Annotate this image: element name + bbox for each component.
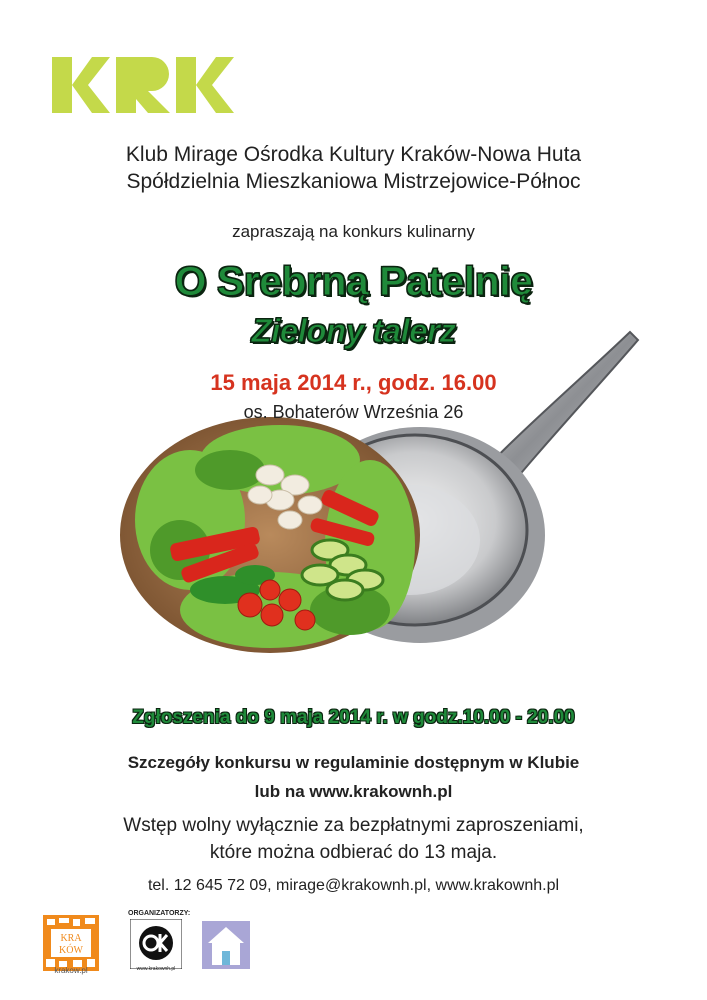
krakow-city-logo bbox=[43, 912, 99, 974]
details-line-1: Szczegóły konkursu w regulaminie dostępnym w Klubie bbox=[127, 753, 580, 772]
organizer-line-1: Klub Mirage Ośrodka Kultury Kraków-Nowa Huta bbox=[125, 143, 582, 166]
ok-logo-url: www.krakownh.pl bbox=[136, 966, 176, 972]
krakow-caption: krakow.pl bbox=[54, 966, 88, 975]
contact-info: tel. 12 645 72 09, mirage@krakownh.pl, www.krakownh.pl bbox=[147, 877, 560, 894]
event-address: os. Bohaterów Września 26 bbox=[243, 402, 464, 422]
invitation-text: zapraszają na konkurs kulinarny bbox=[232, 222, 475, 241]
krk-logo bbox=[52, 57, 234, 113]
event-subtitle: Zielony talerz bbox=[251, 312, 456, 349]
entry-info-line-2: które można odbierać do 13 maja. bbox=[209, 842, 498, 863]
osrodek-kultury-logo bbox=[130, 919, 182, 969]
entry-info-line-1: Wstęp wolny wyłącznie za bezpłatnymi zaproszeniami, bbox=[123, 815, 584, 836]
event-title: O Srebrną Patelnię bbox=[174, 258, 533, 304]
details-line-2: lub na www.krakownh.pl bbox=[254, 782, 453, 801]
organizers-label: ORGANIZATORZY: bbox=[128, 910, 191, 917]
event-date: 15 maja 2014 r., godz. 16.00 bbox=[210, 370, 497, 395]
organizer-line-2: Spółdzielnia Mieszkaniowa Mistrzejowice-Północ bbox=[126, 170, 581, 193]
krakow-logo-text-2: KÓW bbox=[59, 945, 83, 956]
krakow-logo-text-1: KRA bbox=[60, 933, 82, 944]
registration-deadline: Zgłoszenia do 9 maja 2014 r. w godz.10.00 - 20.00 bbox=[132, 707, 575, 728]
housing-cooperative-logo bbox=[202, 921, 250, 969]
